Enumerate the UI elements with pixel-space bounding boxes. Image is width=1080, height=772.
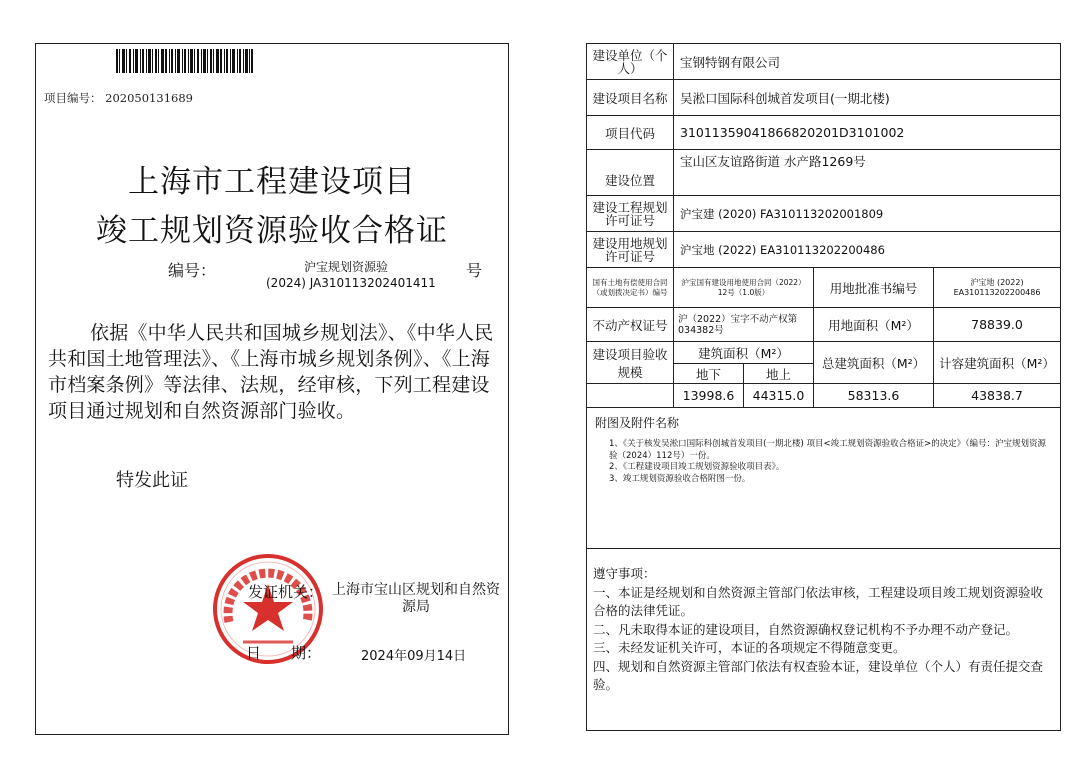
land-area-value: 78839.0	[934, 308, 1061, 342]
calc-area-label: 计容建筑面积（M²）	[934, 342, 1061, 384]
notices-cell	[587, 549, 1061, 731]
certificate-title-line2: 竣工规划资源验收合格证	[96, 213, 448, 249]
project-number	[44, 90, 193, 106]
table-row	[587, 342, 1061, 364]
date-label-part1: 日	[246, 644, 262, 662]
notice-item: 四、规划和自然资源主管部门依法有权查验本证，建设单位（个人）有责任提交查验。	[593, 658, 1044, 692]
project-number-value: 202050131689	[105, 91, 193, 105]
aboveground-label: 地上	[744, 364, 814, 384]
attachment-item: 1、《关于核发吴淞口国际科创城首发项目(一期北楼) 项目<竣工规划资源验收合格证>的决定》（编号：沪宝规划资源验（2024）112号）一份。	[609, 439, 1046, 461]
land-approval-value: 沪宝地 (2022) EA310113202200486	[934, 268, 1061, 308]
land-area-label: 用地面积（M²）	[814, 308, 934, 342]
notices-title: 遵守事项：	[593, 566, 656, 581]
certificate-number-suffix: 号	[466, 261, 483, 280]
table-row	[587, 44, 1061, 80]
table-row	[587, 549, 1061, 731]
attachments-cell	[587, 408, 1061, 549]
certificate-number-label: 编号：	[168, 261, 217, 280]
land-permit-value: 沪宝地 (2022) EA310113202200486	[674, 232, 1061, 268]
floor-area-label: 建筑面积（M²）	[674, 342, 814, 364]
project-name-value: 吴淞口国际科创城首发项目(一期北楼)	[674, 80, 1061, 116]
scale-label: 建设项目验收规模	[587, 342, 674, 384]
certificate-number	[266, 259, 436, 291]
date-label-part2: 期：	[291, 644, 322, 662]
land-contract-value: 沪宝国有建设用地使用合同（2022）12号（1.0版）	[674, 268, 814, 308]
issuer-name: 上海市宝山区规划和自然资源局	[332, 582, 500, 615]
notice-item: 一、本证是经规划和自然资源主管部门依法审核，工程建设项目竣工规划资源验收合格的法律凭证。	[593, 584, 1044, 618]
location-label: 建设位置	[587, 150, 674, 196]
land-permit-label: 建设用地规划许可证号	[587, 232, 674, 268]
table-row	[587, 268, 1061, 308]
attachments-list	[609, 439, 1052, 485]
notice-item: 二、凡未取得本证的建设项目，自然资源确权登记机构不予办理不动产登记。	[593, 621, 1019, 637]
certificate-body: 依据《中华人民共和国城乡规划法》、《中华人民共和国土地管理法》、《上海市城乡规划条例》、《上海市档案条例》等法律、法规，经审核，下列工程建设项目通过规划和自然资源部门验收。	[48, 322, 494, 422]
issuer-label: 发证机关：	[248, 583, 324, 601]
certificate-title-line1: 上海市工程建设项目	[128, 164, 416, 200]
table-row	[587, 116, 1061, 150]
issue-date: 2024年09月14日	[361, 649, 467, 664]
unit-label: 建设单位（个人）	[587, 44, 674, 80]
attachment-item: 3、竣工规划资源验收合格附图一份。	[609, 473, 751, 484]
total-area-value: 58313.6	[814, 384, 934, 408]
table-row	[587, 384, 1061, 408]
certificate-front	[35, 43, 509, 735]
barcode-image	[116, 49, 253, 73]
table-row	[587, 308, 1061, 342]
table-row	[587, 408, 1061, 549]
table-row	[587, 196, 1061, 232]
project-code-label: 项目代码	[587, 116, 674, 150]
table-row	[587, 80, 1061, 116]
unit-value: 宝钢特钢有限公司	[674, 44, 1061, 80]
total-area-label: 总建筑面积（M²）	[814, 342, 934, 384]
notice-item: 三、未经发证机关许可，本证的各项规定不得随意变更。	[593, 640, 906, 655]
project-number-label: 项目编号：	[44, 91, 102, 105]
aboveground-value: 44315.0	[744, 384, 814, 408]
land-approval-label: 用地批准书编号	[814, 268, 934, 308]
property-label: 不动产权证号	[587, 308, 674, 342]
project-info-table	[586, 43, 1061, 731]
date-label	[246, 642, 321, 663]
table-row	[587, 150, 1061, 196]
certificate-number-line1: 沪宝规划资源验	[303, 260, 388, 274]
land-contract-label: 国有土地有偿使用合同（或划拨决定书）编号	[587, 268, 674, 308]
attachments-title: 附图及附件名称	[595, 416, 680, 430]
table-row	[587, 232, 1061, 268]
underground-label: 地下	[674, 364, 744, 384]
attachment-item: 2、《工程建设项目竣工规划资源验收项目表》。	[609, 462, 785, 472]
project-name-label: 建设项目名称	[587, 80, 674, 116]
certificate-number-line2: (2024) JA310113202401411	[266, 276, 436, 290]
calc-area-value: 43838.7	[934, 384, 1061, 408]
certificate-back	[586, 43, 1060, 735]
property-value: 沪（2022）宝字不动产权第034382号	[674, 308, 814, 342]
permit-label: 建设工程规划许可证号	[587, 196, 674, 232]
underground-value: 13998.6	[674, 384, 744, 408]
permit-value: 沪宝建 (2020) FA310113202001809	[674, 196, 1061, 232]
project-code-value: 31011359041866820201D3101002	[674, 116, 1061, 150]
special-issue-text: 特发此证	[116, 470, 188, 491]
location-value: 宝山区友谊路街道 水产路1269号	[674, 150, 1061, 196]
